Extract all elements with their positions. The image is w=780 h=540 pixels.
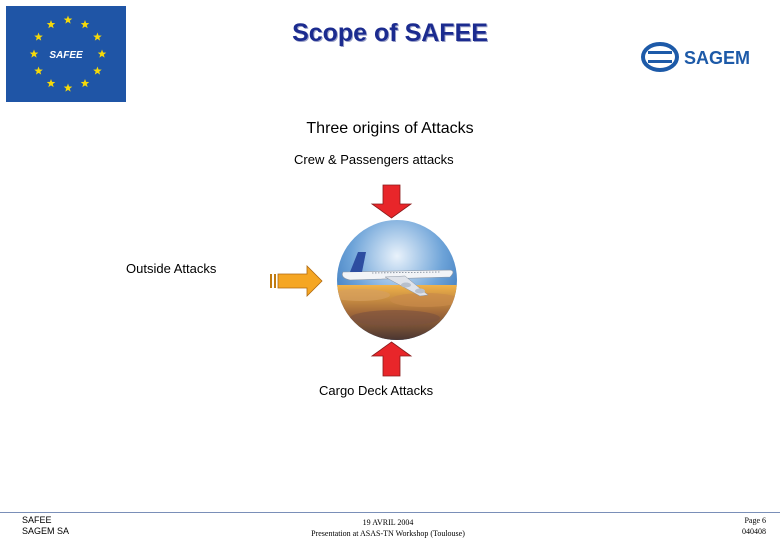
safee-logo-text: SAFEE bbox=[49, 50, 83, 61]
diagram-heading: Three origins of Attacks bbox=[306, 120, 474, 137]
footer-right bbox=[700, 515, 766, 537]
sagem-logo-text: SAGEM bbox=[684, 48, 751, 68]
aircraft-in-sky-image bbox=[330, 220, 470, 345]
footer-left bbox=[22, 515, 69, 537]
footer-doc-code: 040408 bbox=[742, 527, 766, 536]
crew-attacks-label: Crew & Passengers attacks bbox=[294, 152, 454, 167]
cargo-attacks-label: Cargo Deck Attacks bbox=[319, 383, 434, 398]
footer-project: SAFEE bbox=[22, 515, 52, 525]
footer-divider bbox=[0, 512, 780, 513]
footer-center bbox=[250, 517, 526, 539]
footer-event: Presentation at ASAS-TN Workshop (Toulouse) bbox=[311, 529, 465, 538]
arrow-up-icon bbox=[372, 342, 411, 376]
footer-date: 19 AVRIL 2004 bbox=[362, 518, 414, 527]
footer-company: SAGEM SA bbox=[22, 526, 70, 536]
arrow-right-icon bbox=[270, 266, 322, 296]
arrow-down-icon bbox=[372, 185, 411, 218]
footer-page-number: Page 6 bbox=[744, 516, 766, 525]
slide-title: Scope of SAFEE bbox=[292, 19, 488, 47]
outside-attacks-label: Outside Attacks bbox=[126, 261, 217, 276]
